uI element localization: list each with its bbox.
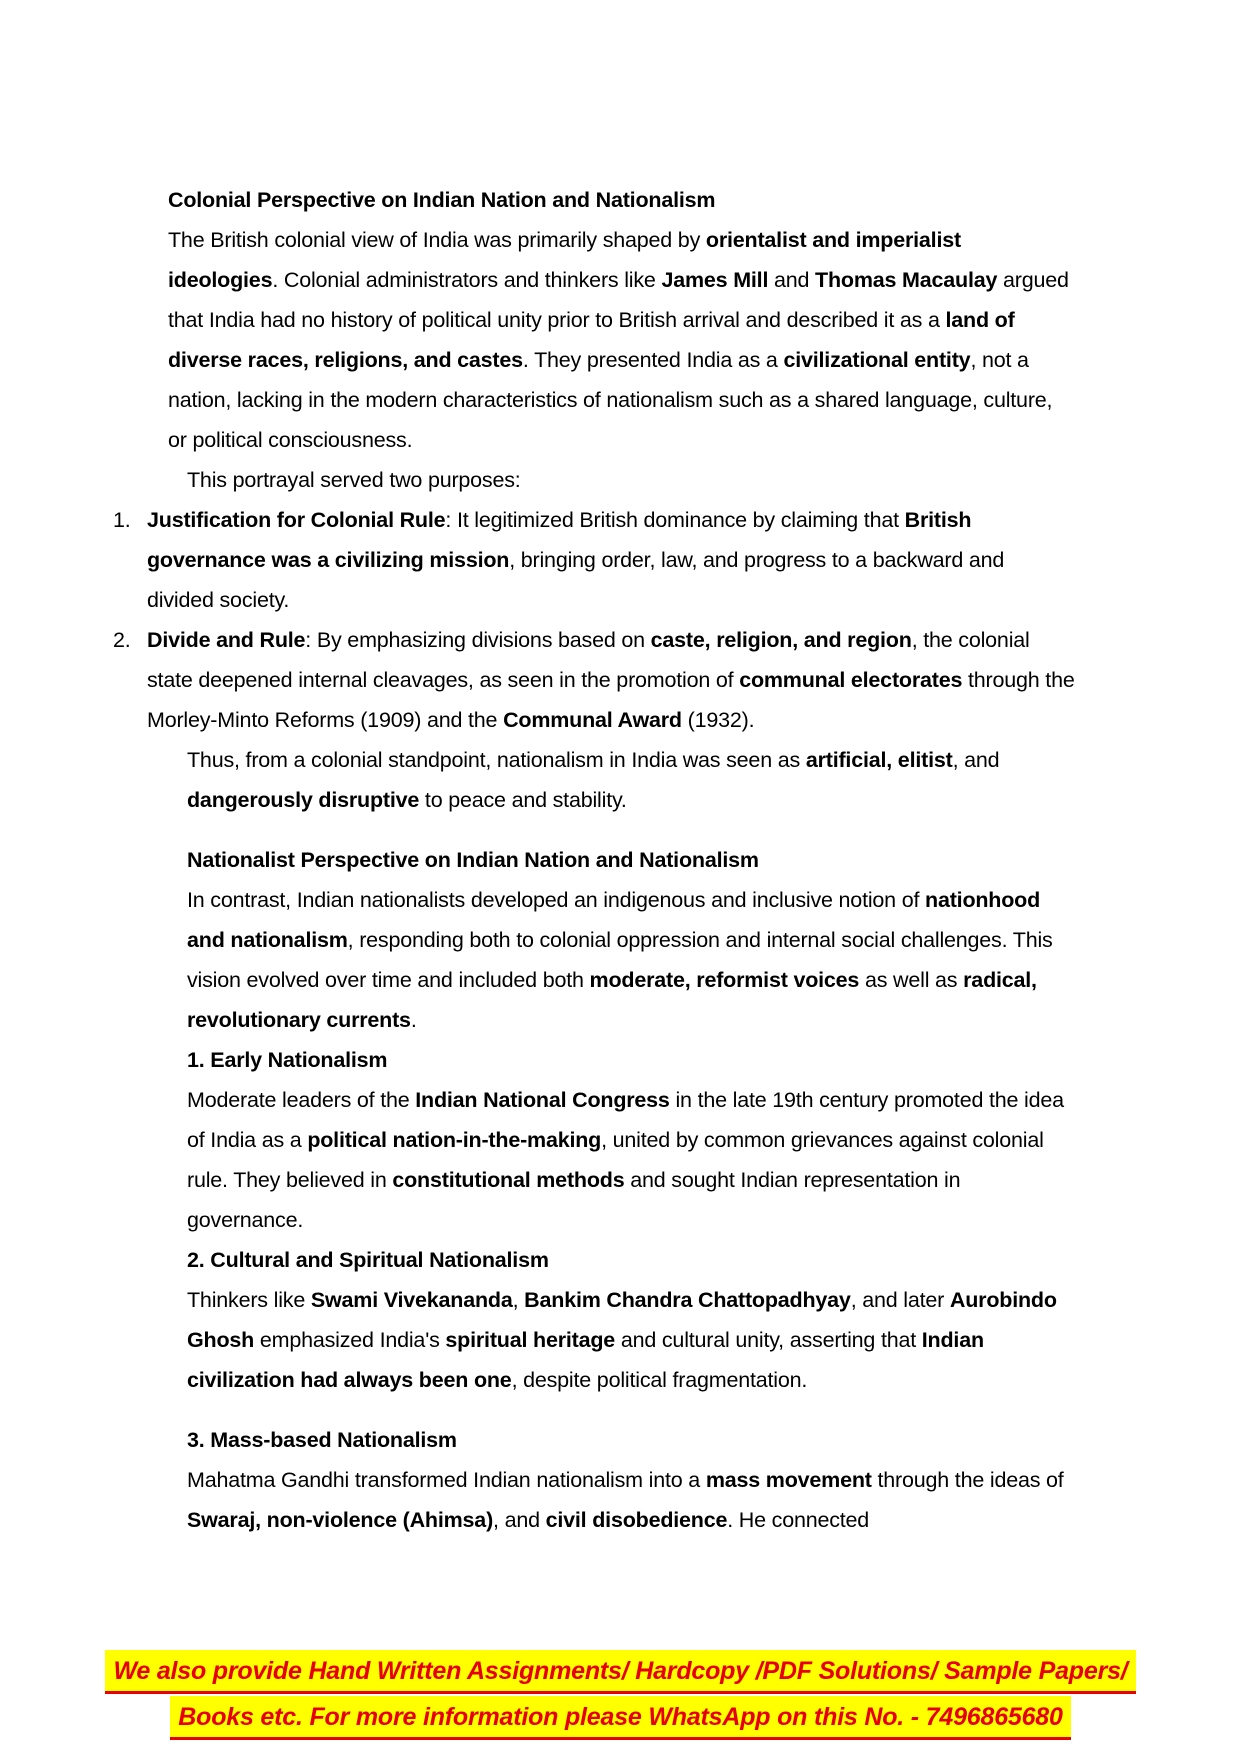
bold-text-run: dangerously disruptive — [187, 788, 420, 812]
text-run: : It legitimized British dominance by claiming that — [445, 508, 905, 532]
text-run: . He connected — [727, 1508, 870, 1532]
bold-text-run: constitutional methods — [392, 1168, 625, 1192]
text-run: Thus, from a colonial standpoint, nationalism in India was seen as — [187, 748, 806, 772]
para-portrayal-purposes — [187, 460, 1075, 500]
text-run: through the Morley-Minto Reforms (1909) and the — [147, 668, 1075, 732]
para-colonial-standpoint — [187, 740, 1075, 820]
text-run: . — [410, 1008, 417, 1032]
text-run: , and later — [850, 1288, 950, 1312]
bold-text-run: Indian civilization had always been one — [187, 1328, 984, 1392]
text-run: : By emphasizing divisions based on — [305, 628, 651, 652]
list-number: 1. — [113, 508, 131, 532]
bold-text-run: communal electorates — [739, 668, 963, 692]
text-run: , despite political fragmentation. — [511, 1368, 808, 1392]
bold-text-run: artificial, elitist — [805, 748, 953, 772]
bold-text-run: Indian National Congress — [415, 1088, 670, 1112]
bold-text-run: land of diverse races, religions, and castes — [168, 308, 1015, 372]
text-run: in the late 19th century promoted the idea of India as a — [187, 1088, 1064, 1152]
text-run: , responding both to colonial oppression and internal social challenges. This vision evolved over time and included both — [187, 928, 1053, 992]
bold-text-run: radical, revolutionary currents — [187, 968, 1037, 1032]
bold-text-run: Justification for Colonial Rule — [147, 508, 446, 532]
text-run: Mahatma Gandhi transformed Indian nationalism into a — [187, 1468, 706, 1492]
text-run: and — [768, 268, 816, 292]
bold-text-run: Swami Vivekananda — [310, 1288, 513, 1312]
text-run: . They presented India as a — [522, 348, 784, 372]
text-run: to peace and stability. — [419, 788, 627, 812]
promo-footer-line-2 — [0, 1696, 1241, 1742]
promo-footer — [0, 1650, 1241, 1742]
bold-text-run: 1. Early Nationalism — [187, 1048, 388, 1072]
para-gandhi — [187, 1460, 1075, 1540]
list-item-text — [147, 500, 1075, 620]
para-colonial-view — [168, 220, 1073, 460]
bold-text-run: Divide and Rule — [147, 628, 306, 652]
text-run: and sought Indian representation in governance. — [187, 1168, 961, 1232]
heading-mass-based-nationalism — [187, 1420, 1075, 1460]
bold-text-run: James Mill — [661, 268, 769, 292]
bold-text-run: British governance was a civilizing mission — [147, 508, 972, 572]
bold-text-run: spiritual heritage — [445, 1328, 616, 1352]
bold-text-run: Communal Award — [503, 708, 682, 732]
text-run: Moderate leaders of the — [187, 1088, 416, 1112]
text-run: (1932). — [681, 708, 755, 732]
heading-early-nationalism — [187, 1040, 1075, 1080]
section-gap-1 — [0, 820, 1241, 840]
text-run: , united by common grievances against colonial rule. They believed in — [187, 1128, 1044, 1192]
para-thinkers — [187, 1280, 1075, 1400]
text-run: In contrast, Indian nationalists developed an indigenous and inclusive notion of — [187, 888, 926, 912]
bold-text-run: Colonial Perspective on Indian Nation and Nationalism — [168, 188, 716, 212]
bold-text-run: moderate, reformist voices — [589, 968, 860, 992]
bold-text-run: 2. Cultural and Spiritual Nationalism — [187, 1248, 549, 1272]
para-in-contrast — [187, 880, 1075, 1040]
bold-text-run: Aurobindo Ghosh — [187, 1288, 1057, 1352]
bold-text-run: Swaraj, non-violence (Ahimsa) — [187, 1508, 494, 1532]
text-run: . Colonial administrators and thinkers like — [272, 268, 662, 292]
bold-text-run: nationhood and nationalism — [187, 888, 1041, 952]
document-body — [0, 180, 1241, 1540]
list-number: 2. — [113, 628, 131, 652]
text-run: Thinkers like — [187, 1288, 311, 1312]
para-moderate-leaders — [187, 1080, 1075, 1240]
promo-footer-text-2: Books etc. For more information please WhatsApp on this No. - 7496865680 — [170, 1696, 1070, 1740]
heading-colonial-perspective — [168, 180, 1073, 220]
bold-text-run: 3. Mass-based Nationalism — [187, 1428, 457, 1452]
list-item-divide-rule — [113, 620, 1075, 740]
text-run: This portrayal served two purposes: — [187, 468, 521, 492]
bold-text-run: Thomas Macaulay — [815, 268, 998, 292]
heading-cultural-spiritual-nationalism — [187, 1240, 1075, 1280]
text-run: and cultural unity, asserting that — [615, 1328, 922, 1352]
text-run: , and — [493, 1508, 546, 1532]
list-item-justification — [113, 500, 1075, 620]
section-gap-2 — [0, 1400, 1241, 1420]
text-run: through the ideas of — [871, 1468, 1064, 1492]
bold-text-run: civilizational entity — [783, 348, 971, 372]
bold-text-run: Bankim Chandra Chattopadhyay — [524, 1288, 851, 1312]
bold-text-run: mass movement — [705, 1468, 872, 1492]
text-run: , bringing order, law, and progress to a backward and divided society. — [147, 548, 1005, 612]
list-item-text — [147, 620, 1075, 740]
bold-text-run: political nation-in-the-making — [307, 1128, 602, 1152]
text-run: , and — [952, 748, 1000, 772]
bold-text-run: caste, religion, and region — [650, 628, 912, 652]
bold-text-run: Nationalist Perspective on Indian Nation and Nationalism — [187, 848, 759, 872]
heading-nationalist-perspective — [187, 840, 1075, 880]
text-run: The British colonial view of India was primarily shaped by — [168, 228, 706, 252]
bold-text-run: orientalist and imperialist ideologies — [168, 228, 961, 292]
text-run: , — [512, 1288, 525, 1312]
promo-footer-line-1 — [0, 1650, 1241, 1696]
text-run: , not a nation, lacking in the modern characteristics of nationalism such as a shared language, culture, or political consciousness. — [168, 348, 1053, 452]
text-run: emphasized India's — [254, 1328, 446, 1352]
text-run: , the colonial state deepened internal cleavages, as seen in the promotion of — [147, 628, 1030, 692]
text-run: as well as — [859, 968, 964, 992]
promo-footer-text-1: We also provide Hand Written Assignments/ Hardcopy /PDF Solutions/ Sample Papers/ — [105, 1650, 1135, 1694]
text-run: argued that India had no history of political unity prior to British arrival and described it as a — [168, 268, 1069, 332]
bold-text-run: civil disobedience — [545, 1508, 728, 1532]
